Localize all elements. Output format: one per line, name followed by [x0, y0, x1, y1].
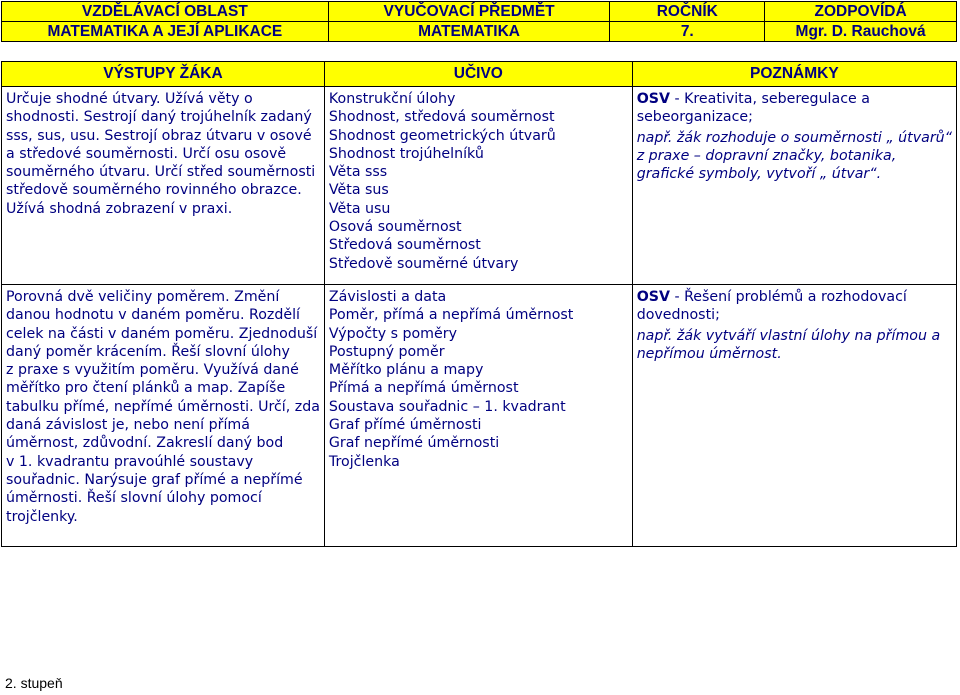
page-footer: 2. stupeň: [5, 675, 63, 691]
value-responsible: Mgr. D. Rauchová: [765, 22, 957, 42]
column-header-outcomes: VÝSTUPY ŽÁKA: [2, 62, 325, 87]
outcome-line: shodnosti. Sestrojí daný trojúhelník zadaný: [6, 109, 312, 126]
content-line: Shodnost geometrických útvarů: [328, 127, 556, 144]
outcome-line: souřadnic. Narýsuje graf přímé a nepřímé: [6, 471, 303, 488]
outcome-line: Porovná dvě veličiny poměrem. Změní: [6, 289, 280, 305]
label-subject: VYUČOVACÍ PŘEDMĚT: [328, 2, 610, 22]
outcome-line: tabulku přímé, nepřímé úměrnosti. Určí, zda: [6, 398, 320, 415]
outcome-line: souměrného útvaru. Určí střed souměrnosti: [6, 164, 316, 181]
content-line: Středově souměrné útvary: [328, 255, 519, 272]
outcome-line: daný poměr krácením. Řeší slovní úlohy: [6, 343, 290, 360]
content-line: Věta usu: [328, 200, 391, 217]
outcome-line: Užívá shodná zobrazení v praxi.: [6, 200, 233, 217]
outcome-line: úměrnosti. Řeší slovní úlohy pomocí: [6, 490, 262, 507]
content-line: Postupný poměr: [328, 343, 445, 360]
label-responsible: ZODPOVÍDÁ: [765, 2, 957, 22]
content-line: Měřítko plánu a mapy: [328, 362, 484, 379]
content-line: Graf přímé úměrnosti: [328, 417, 482, 434]
curriculum-table: [1, 61, 957, 547]
content-line: Věta sss: [328, 164, 388, 181]
osv-note: [637, 288, 952, 306]
content-line: Trojčlenka: [328, 453, 400, 470]
example-line: grafické symboly, vytvoří „ útvar“.: [636, 166, 882, 183]
osv-label: OSV: [636, 289, 670, 305]
label-grade: ROČNÍK: [610, 2, 765, 22]
outcome-line: měřítko pro čtení plánků a map. Zapíše: [6, 380, 286, 397]
table-row: [2, 285, 957, 547]
osv-text-continued: sebeorganizace;: [636, 109, 753, 126]
value-subject: MATEMATIKA: [328, 22, 610, 42]
column-header-notes: POZNÁMKY: [632, 62, 956, 87]
example-line: např. žák vytváří vlastní úlohy na přímou a: [636, 327, 941, 344]
outcomes-cell: [2, 285, 325, 547]
content-line: Středová souměrnost: [328, 237, 481, 254]
content-line: Věta sus: [328, 182, 389, 199]
osv-text-continued: dovednosti;: [636, 307, 720, 324]
header-values-row: [2, 22, 957, 42]
outcome-line: celek na části v daném poměru. Zjednoduší: [6, 325, 318, 342]
content-line: Závislosti a data: [328, 289, 447, 305]
osv-text: - Kreativita, seberegulace a: [669, 91, 870, 107]
notes-cell: [632, 87, 956, 285]
example-note: [637, 327, 952, 364]
osv-text: - Řešení problémů a rozhodovací: [669, 289, 907, 305]
content-line: Shodnost trojúhelníků: [328, 145, 484, 162]
content-cell: [324, 285, 632, 547]
header-table: [1, 1, 957, 42]
notes-cell: [632, 285, 956, 547]
value-grade: 7.: [610, 22, 765, 42]
content-line: Poměr, přímá a nepřímá úměrnost: [328, 307, 574, 324]
content-line: Soustava souřadnic – 1. kvadrant: [328, 398, 566, 415]
outcome-line: trojčlenky.: [6, 508, 78, 525]
example-note: [637, 129, 952, 184]
outcomes-cell: [2, 87, 325, 285]
value-area: MATEMATIKA A JEJÍ APLIKACE: [2, 22, 329, 42]
example-line: z praxe – dopravní značky, botanika,: [636, 147, 897, 164]
header-labels-row: [2, 2, 957, 22]
osv-note: [637, 90, 952, 108]
label-area: VZDĚLÁVACÍ OBLAST: [2, 2, 329, 22]
outcome-line: daná závislost je, nebo není přímá: [6, 417, 250, 434]
outcome-line: Určuje shodné útvary. Užívá věty o: [6, 91, 253, 107]
content-line: Osová souměrnost: [328, 219, 462, 236]
content-line: Konstrukční úlohy: [328, 91, 456, 107]
example-line: nepřímou úměrnost.: [636, 345, 782, 362]
column-header-content: UČIVO: [324, 62, 632, 87]
outcome-line: středově souměrného rovinného obrazce.: [6, 182, 302, 199]
outcome-line: sss, sus, usu. Sestrojí obraz útvaru v osové: [6, 127, 312, 144]
content-line: Výpočty s poměry: [328, 325, 457, 342]
content-line: Shodnost, středová souměrnost: [328, 109, 555, 126]
outcome-line: danou hodnotu v daném poměru. Rozdělí: [6, 307, 300, 324]
outcome-line: a středové souměrnosti. Určí osu osově: [6, 145, 287, 162]
outcome-line: úměrnost, zdůvodní. Zakreslí daný bod: [6, 435, 284, 452]
column-header-row: [2, 62, 957, 87]
content-line: Přímá a nepřímá úměrnost: [328, 380, 519, 397]
outcome-line: z praxe s využitím poměru. Využívá dané: [6, 362, 299, 379]
content-cell: [324, 87, 632, 285]
outcome-line: v 1. kvadrantu pravoúhlé soustavy: [6, 453, 254, 470]
osv-label: OSV: [636, 91, 670, 107]
table-row: [2, 87, 957, 285]
example-line: např. žák rozhoduje o souměrnosti „ útvarů“: [636, 129, 952, 146]
content-line: Graf nepřímé úměrnosti: [328, 435, 500, 452]
